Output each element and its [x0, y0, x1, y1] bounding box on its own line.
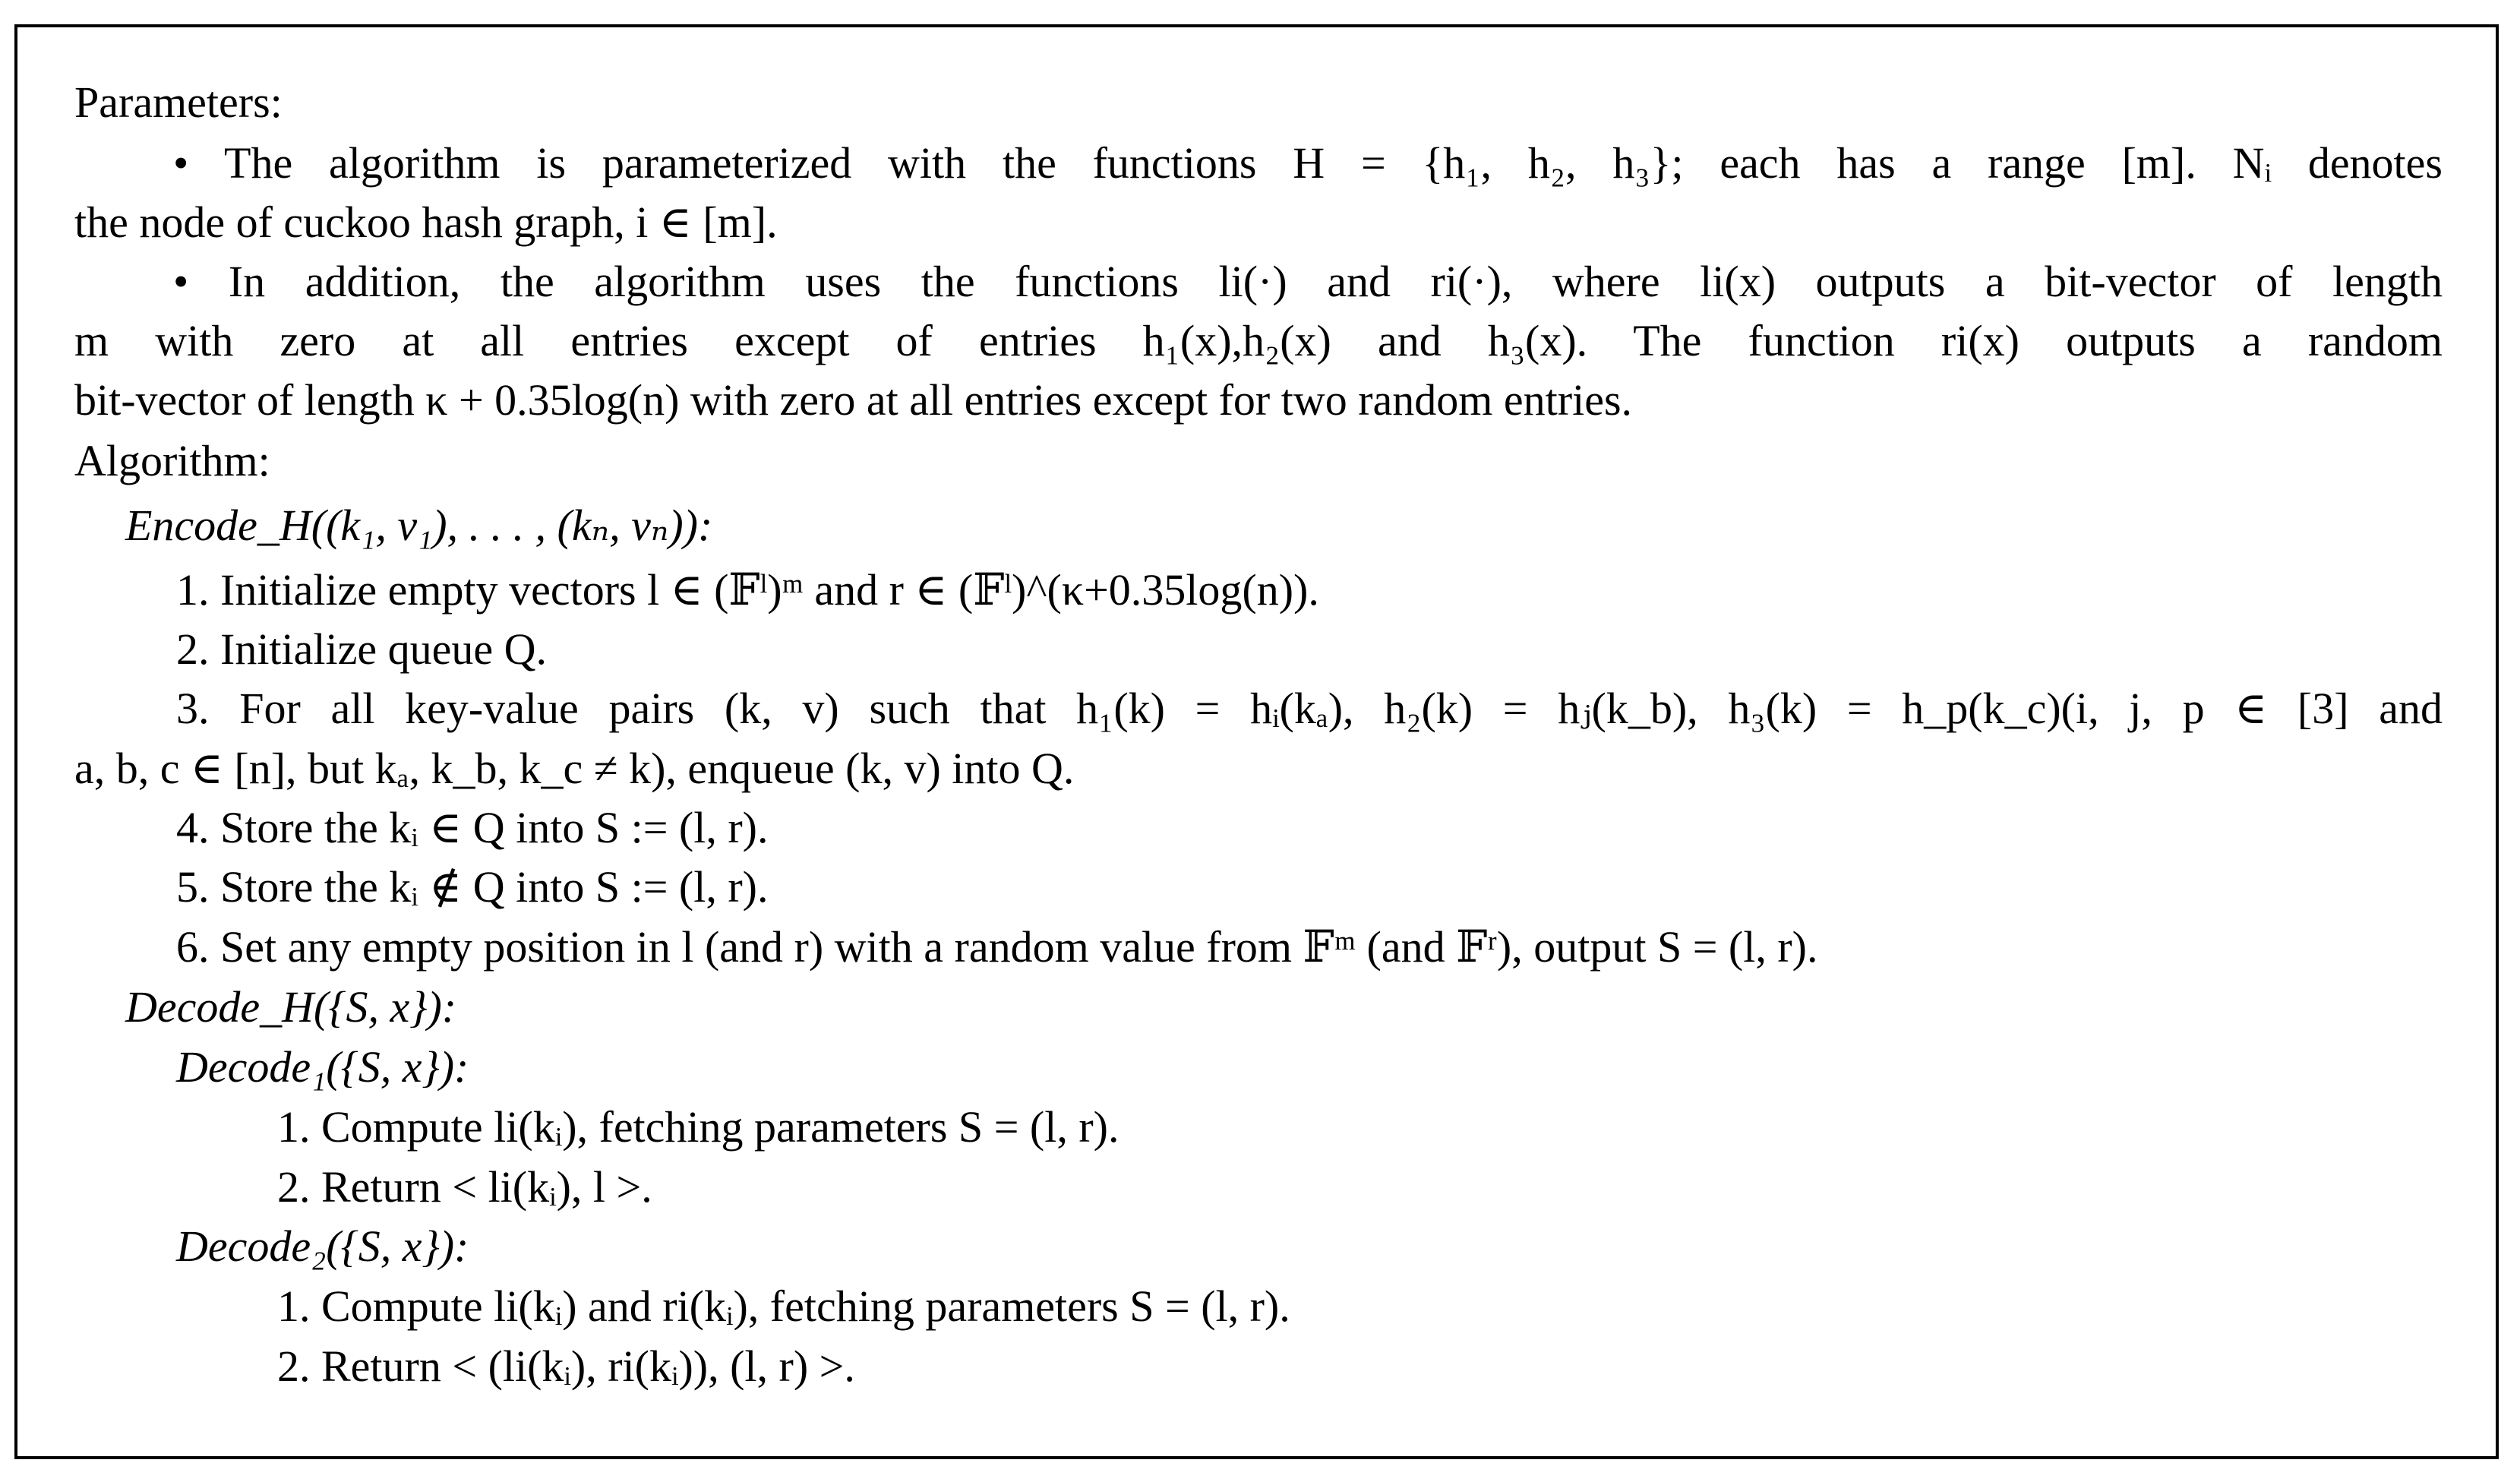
- encode-step-3-cont: a, b, c ∈ [n], but kₐ, k_b, k_c ≠ k), enqueue (k, v) into Q.: [74, 744, 1075, 793]
- encode-signature: Encode_H((k₁, v₁), . . . , (kₙ, vₙ)):: [125, 501, 713, 550]
- algorithm-heading: Algorithm:: [74, 436, 270, 485]
- param-bullet-2-line-3: bit-vector of length κ + 0.35log(n) with zero at all entries except for two random entries.: [74, 375, 1633, 425]
- encode-step-3: 3. For all key-value pairs (k, v) such that h₁(k) = hᵢ(kₐ), h₂(k) = hⱼ(k_b), h₃(k) = h_p(k_c)(i, j, p ∈ [3] and: [176, 684, 2443, 733]
- param-bullet-2-line-1: • In addition, the algorithm uses the functions li(·) and ri(·), where li(x) outputs a bit-vector of length: [173, 257, 2443, 306]
- encode-step-2: 2. Initialize queue Q.: [176, 624, 547, 674]
- parameters-heading: Parameters:: [74, 77, 283, 127]
- param-bullet-1-line-1: • The algorithm is parameterized with the functions H = {h₁, h₂, h₃}; each has a range [m]. Nᵢ denotes: [173, 138, 2443, 188]
- encode-step-5: 5. Store the kᵢ ∉ Q into S := (l, r).: [176, 862, 769, 912]
- param-bullet-1-line-2: the node of cuckoo hash graph, i ∈ [m].: [74, 197, 778, 247]
- decode2-step-2: 2. Return < (li(kᵢ), ri(kᵢ)), (l, r) >.: [277, 1341, 855, 1391]
- decode-signature: Decode_H({S, x}):: [125, 982, 457, 1032]
- encode-step-6: 6. Set any empty position in l (and r) with a random value from 𝔽ᵐ (and 𝔽ʳ), output S = (l, r).: [176, 922, 1818, 972]
- param-bullet-2-line-2: m with zero at all entries except of entries h₁(x),h₂(x) and h₃(x). The function ri(x) outputs a random: [74, 316, 2443, 365]
- decode1-step-2: 2. Return < li(kᵢ), l >.: [277, 1162, 652, 1212]
- encode-step-1: 1. Initialize empty vectors l ∈ (𝔽ˡ)ᵐ and r ∈ (𝔽ˡ)^(κ+0.35log(n)).: [176, 565, 1319, 615]
- decode1-signature: Decode₁({S, x}):: [176, 1042, 469, 1092]
- decode2-signature: Decode₂({S, x}):: [176, 1221, 469, 1271]
- encode-step-4: 4. Store the kᵢ ∈ Q into S := (l, r).: [176, 803, 769, 852]
- decode2-step-1: 1. Compute li(kᵢ) and ri(kᵢ), fetching parameters S = (l, r).: [277, 1281, 1290, 1331]
- decode1-step-1: 1. Compute li(kᵢ), fetching parameters S = (l, r).: [277, 1102, 1119, 1152]
